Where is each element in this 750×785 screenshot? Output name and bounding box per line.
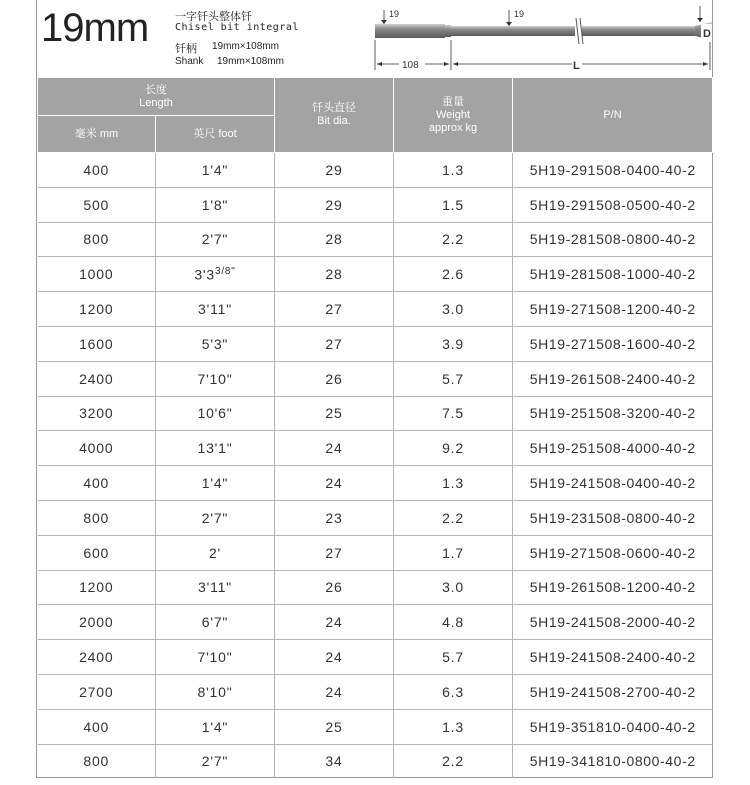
table-row <box>38 466 713 501</box>
col-length-en: Length <box>139 96 173 109</box>
shank-dia-dimension <box>381 9 399 24</box>
cell-weight: 6.3 <box>394 674 513 709</box>
cell-length-foot: 1'4" <box>156 153 275 188</box>
cell-weight: 2.2 <box>394 500 513 535</box>
cell-part-number: 5H19-241508-2400-40-2 <box>513 640 713 675</box>
table-row <box>38 222 713 257</box>
cell-part-number: 5H19-281508-1000-40-2 <box>513 257 713 292</box>
col-pn-header: P/N <box>513 78 713 153</box>
cell-bit-dia: 25 <box>275 709 394 744</box>
cell-bit-dia: 24 <box>275 431 394 466</box>
cell-weight: 5.7 <box>394 640 513 675</box>
shank-length-label: 108 <box>402 60 419 71</box>
cell-part-number: 5H19-281508-0800-40-2 <box>513 222 713 257</box>
cell-part-number: 5H19-251508-4000-40-2 <box>513 431 713 466</box>
shank-label-cn: 钎柄 <box>175 43 197 55</box>
cell-length-foot: 1'8" <box>156 187 275 222</box>
cell-length-foot: 2'7" <box>156 222 275 257</box>
cell-weight: 2.2 <box>394 222 513 257</box>
rod-dia-dimension <box>506 9 524 26</box>
table-row <box>38 605 713 640</box>
cell-weight: 3.0 <box>394 570 513 605</box>
product-header <box>37 0 712 77</box>
table-row <box>38 257 713 292</box>
drill-rod-drawing <box>327 2 712 74</box>
cell-length-mm: 800 <box>38 500 156 535</box>
spec-sheet <box>36 0 713 778</box>
shank-dia-label: 19 <box>389 9 400 19</box>
cell-part-number: 5H19-271508-1600-40-2 <box>513 326 713 361</box>
length-dimensions <box>375 40 710 72</box>
cell-length-foot: 8'10" <box>156 674 275 709</box>
cell-length-foot: 2'7" <box>156 500 275 535</box>
cell-length-mm: 800 <box>38 222 156 257</box>
cell-bit-dia: 28 <box>275 222 394 257</box>
shank-label-en: Shank <box>175 56 204 67</box>
cell-part-number: 5H19-261508-1200-40-2 <box>513 570 713 605</box>
table-row <box>38 396 713 431</box>
cell-weight: 1.3 <box>394 709 513 744</box>
cell-part-number: 5H19-291508-0400-40-2 <box>513 153 713 188</box>
cell-weight: 1.3 <box>394 153 513 188</box>
cell-length-foot <box>156 257 275 292</box>
cell-bit-dia: 34 <box>275 744 394 778</box>
table-row <box>38 640 713 675</box>
cell-weight: 1.7 <box>394 535 513 570</box>
spec-table-body <box>38 153 713 779</box>
col-mm-header: 毫米 mm <box>38 116 156 153</box>
cell-length-mm: 2000 <box>38 605 156 640</box>
cell-bit-dia: 29 <box>275 153 394 188</box>
cell-weight: 2.6 <box>394 257 513 292</box>
cell-length-mm: 400 <box>38 466 156 501</box>
cell-length-mm: 3200 <box>38 396 156 431</box>
table-row <box>38 535 713 570</box>
col-length-cn: 长度 <box>145 83 167 96</box>
table-row <box>38 744 713 778</box>
table-row <box>38 292 713 327</box>
shank-value-en: 19mm×108mm <box>217 56 284 67</box>
col-foot-header: 英尺 foot <box>156 116 275 153</box>
cell-length-foot: 3'11" <box>156 292 275 327</box>
table-row <box>38 361 713 396</box>
table-row <box>38 709 713 744</box>
cell-length-mm: 400 <box>38 709 156 744</box>
rod-dia-label: 19 <box>514 9 525 19</box>
cell-length-mm: 2700 <box>38 674 156 709</box>
cell-part-number: 5H19-271508-1200-40-2 <box>513 292 713 327</box>
total-length-label: L <box>573 60 580 72</box>
col-bit-header <box>275 78 394 153</box>
cell-weight: 2.2 <box>394 744 513 778</box>
cell-weight: 1.5 <box>394 187 513 222</box>
cell-bit-dia: 24 <box>275 640 394 675</box>
cell-length-mm: 1600 <box>38 326 156 361</box>
cell-weight: 5.7 <box>394 361 513 396</box>
foot-end: " <box>231 265 236 277</box>
cell-length-mm: 1000 <box>38 257 156 292</box>
col-bit-cn: 钎头直径 <box>312 102 356 114</box>
cell-length-foot: 6'7" <box>156 605 275 640</box>
table-row <box>38 187 713 222</box>
cell-weight: 3.9 <box>394 326 513 361</box>
col-weight-cn: 重量 <box>442 95 464 108</box>
shank-value-cn: 19mm×108mm <box>212 41 279 52</box>
cell-bit-dia: 27 <box>275 326 394 361</box>
cell-bit-dia: 29 <box>275 187 394 222</box>
cell-length-foot: 2'7" <box>156 744 275 778</box>
cell-length-foot: 13'1" <box>156 431 275 466</box>
col-weight-header <box>394 78 513 153</box>
cell-part-number: 5H19-341810-0800-40-2 <box>529 753 696 770</box>
cell-bit-dia: 24 <box>275 674 394 709</box>
cell-weight: 7.5 <box>394 396 513 431</box>
table-row <box>38 500 713 535</box>
cell-weight: 3.0 <box>394 292 513 327</box>
cell-weight: 4.8 <box>394 605 513 640</box>
table-row <box>38 674 713 709</box>
cell-length-mm: 4000 <box>38 431 156 466</box>
cell-part-number: 5H19-271508-0600-40-2 <box>513 535 713 570</box>
cell-part-number: 5H19-241508-2700-40-2 <box>513 674 713 709</box>
cell-length-mm: 400 <box>38 153 156 188</box>
bit-label: D <box>703 28 711 40</box>
cell-length-foot: 3'11" <box>156 570 275 605</box>
cell-length-mm: 2400 <box>38 361 156 396</box>
cell-length-foot: 7'10" <box>156 640 275 675</box>
cell-length-mm: 600 <box>38 535 156 570</box>
cell-bit-dia: 26 <box>275 570 394 605</box>
product-name-en: Chisel bit integral <box>175 22 299 33</box>
cell-bit-dia: 24 <box>275 605 394 640</box>
cell-length-mm: 1200 <box>38 570 156 605</box>
cell-part-number: 5H19-351810-0400-40-2 <box>513 709 713 744</box>
rod-body <box>375 18 712 44</box>
cell-weight: 9.2 <box>394 431 513 466</box>
cell-part-number: 5H19-251508-3200-40-2 <box>513 396 713 431</box>
cell-length-foot: 10'6" <box>156 396 275 431</box>
col-length-header <box>38 78 275 116</box>
cell-bit-dia: 23 <box>275 500 394 535</box>
cell-weight: 1.3 <box>394 466 513 501</box>
product-name-cn: 一字钎头整体钎 <box>175 11 252 23</box>
cell-bit-dia: 26 <box>275 361 394 396</box>
cell-length-foot: 5'3" <box>156 326 275 361</box>
cell-bit-dia: 27 <box>275 292 394 327</box>
foot-fraction: 3/8 <box>214 265 232 277</box>
table-row <box>38 431 713 466</box>
table-row <box>38 570 713 605</box>
cell-length-foot: 2' <box>156 535 275 570</box>
col-weight-en: Weight <box>435 108 471 121</box>
table-row <box>38 326 713 361</box>
size-title: 19mm <box>41 6 149 50</box>
cell-length-mm: 800 <box>38 744 156 778</box>
table-row <box>38 153 713 188</box>
cell-bit-dia: 24 <box>275 466 394 501</box>
cell-length-foot: 1'4" <box>156 466 275 501</box>
cell-bit-dia: 28 <box>275 257 394 292</box>
cell-bit-dia: 27 <box>275 535 394 570</box>
cell-part-number: 5H19-241508-0400-40-2 <box>513 466 713 501</box>
cell-length-mm: 1200 <box>38 292 156 327</box>
cell-part-number: 5H19-241508-2000-40-2 <box>513 605 713 640</box>
foot-main: 3'3 <box>194 266 215 283</box>
col-bit-en: Bit dia. <box>317 115 351 127</box>
cell-length-foot: 1'4" <box>156 709 275 744</box>
spec-table <box>37 77 713 778</box>
cell-bit-dia: 25 <box>275 396 394 431</box>
cell-length-foot: 7'10" <box>156 361 275 396</box>
cell-part-number: 5H19-291508-0500-40-2 <box>513 187 713 222</box>
cell-part-number: 5H19-261508-2400-40-2 <box>513 361 713 396</box>
cell-length-mm: 2400 <box>38 640 156 675</box>
cell-length-mm: 500 <box>38 187 156 222</box>
cell-part-number: 5H19-231508-0800-40-2 <box>513 500 713 535</box>
col-weight-unit: approx kg <box>428 121 478 134</box>
